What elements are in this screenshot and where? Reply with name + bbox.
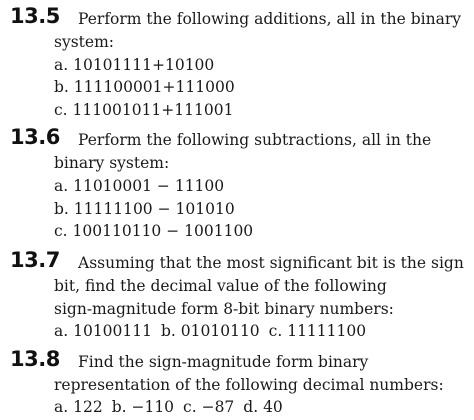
list-item: c. −87 [183,398,235,416]
problem-text-line: Perform the following subtractions, all in the [78,131,432,149]
list-item: a. 10100111 [54,322,152,340]
problem-text-line: bit, find the decimal value of the following [54,277,387,295]
answer-options-row [54,322,375,340]
problem-text-line: Assuming that the most significant bit is the sign [78,254,464,272]
problem-text-line: system: [54,33,114,51]
answer-options-row [54,398,292,416]
list-item: d. 40 [243,398,283,416]
problem-number: 13.8 [10,347,60,371]
problem-text-line: representation of the following decimal numbers: [54,376,444,394]
problem-text-line: Find the sign-magnitude form binary [78,353,369,371]
problem-text-line: binary system: [54,154,170,172]
list-item: b. 01010110 [161,322,260,340]
list-item: a. 11010001 − 11100 [54,177,225,195]
problem-text-line: sign-magnitude form 8-bit binary numbers: [54,300,394,318]
problem-number: 13.5 [10,4,60,28]
list-item: b. −110 [111,398,175,416]
list-item: c. 111001011+111001 [54,101,234,119]
list-item: a. 122 [54,398,103,416]
problem-text-line: Perform the following additions, all in the binary [78,10,461,28]
list-item: a. 10101111+10100 [54,56,215,74]
problem-number: 13.6 [10,125,60,149]
list-item: c. 11111100 [268,322,367,340]
problem-number: 13.7 [10,248,60,272]
list-item: b. 11111100 − 101010 [54,200,235,218]
list-item: b. 111100001+111000 [54,78,235,96]
list-item: c. 100110110 − 1001100 [54,222,254,240]
